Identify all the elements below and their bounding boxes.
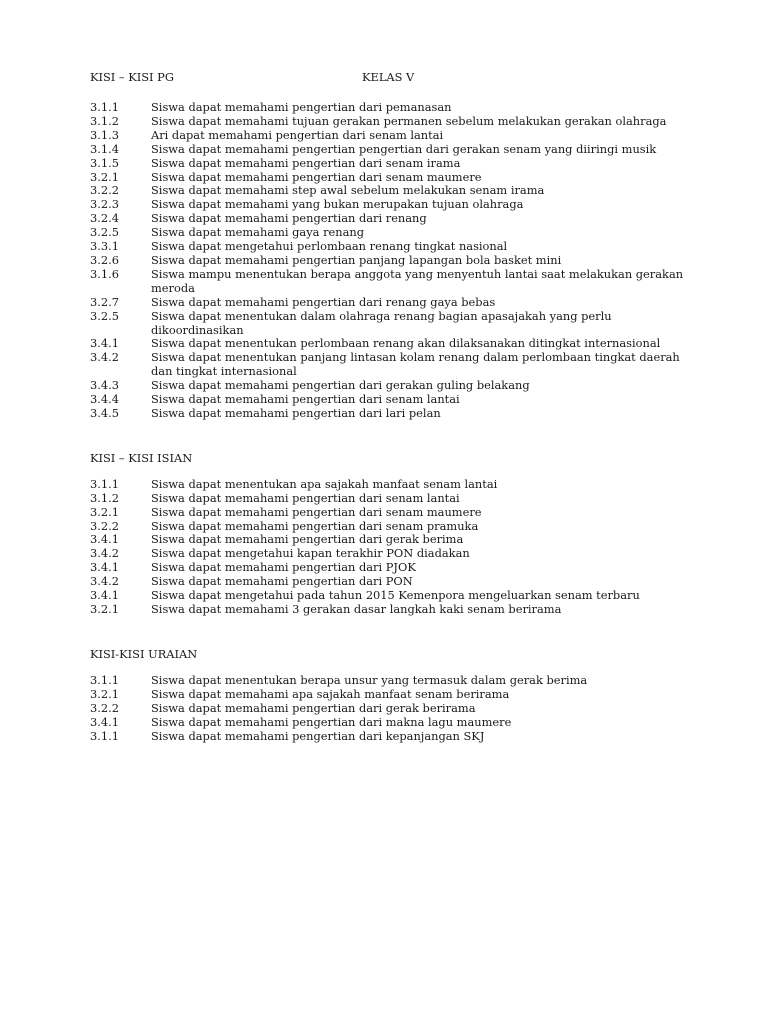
item-text: Siswa dapat memahami gaya renang [151, 225, 365, 240]
list-item [90, 674, 690, 688]
item-text: Siswa dapat mengetahui pada tahun 2015 Kemenpora mengeluarkan senam terbaru [151, 588, 640, 603]
list-item [90, 226, 690, 240]
item-code: 3.1.1 [90, 476, 119, 491]
list-item [90, 268, 690, 296]
item-code: 3.4.2 [90, 574, 119, 589]
item-text: Siswa mampu menentukan berapa anggota yang menyentuh lantai saat melakukan gerakan meroda [151, 266, 684, 295]
section-title-kisi-uraian: KISI-KISI URAIAN [90, 646, 198, 661]
list-item [90, 393, 690, 407]
item-code: 3.1.5 [90, 155, 119, 170]
item-code: 3.4.4 [90, 392, 119, 407]
list-item [90, 702, 690, 716]
item-code: 3.2.1 [90, 686, 119, 701]
kisi-pg-list [90, 101, 690, 421]
item-code: 3.1.2 [90, 490, 119, 505]
list-item [90, 240, 690, 254]
item-text: Siswa dapat memahami step awal sebelum melakukan senam irama [151, 183, 545, 198]
item-text: Siswa dapat mengetahui perlombaan renang tingkat nasional [151, 239, 508, 254]
item-text: Siswa dapat memahami pengertian dari gerakan guling belakang [151, 378, 530, 393]
list-item [90, 115, 690, 129]
item-text: Siswa dapat menentukan berapa unsur yang termasuk dalam gerak berima [151, 672, 588, 687]
list-item [90, 143, 690, 157]
item-text: Siswa dapat memahami pengertian pengertian dari gerakan senam yang diiringi musik [151, 141, 657, 156]
item-code: 3.4.1 [90, 714, 119, 729]
list-item [90, 212, 690, 226]
item-text: Siswa dapat menentukan panjang lintasan kolam renang dalam perlombaan tingkat daerah dan tingkat internasional [151, 350, 680, 379]
item-code: 3.1.1 [90, 100, 119, 114]
list-item [90, 254, 690, 268]
item-text: Siswa dapat memahami pengertian dari lari pelan [151, 405, 441, 420]
item-text: Siswa dapat memahami tujuan gerakan permanen sebelum melakukan gerakan olahraga [151, 113, 667, 128]
item-text: Ari dapat memahami pengertian dari senam lantai [151, 127, 444, 142]
header-class-label: KELAS V [362, 70, 415, 84]
item-text: Siswa dapat memahami pengertian dari senam lantai [151, 392, 460, 407]
item-text: Siswa dapat mengetahui kapan terakhir PON diadakan [151, 546, 470, 561]
list-item [90, 730, 690, 744]
list-item [90, 492, 690, 506]
item-code: 3.2.2 [90, 518, 119, 533]
list-item [90, 184, 690, 198]
item-text: Siswa dapat menentukan dalam olahraga renang bagian apasajakah yang perlu dikoordinasikan [151, 308, 612, 337]
item-code: 3.1.3 [90, 127, 119, 142]
item-code: 3.2.5 [90, 225, 119, 240]
item-code: 3.2.2 [90, 700, 119, 715]
list-item [90, 520, 690, 534]
list-item [90, 533, 690, 547]
list-item [90, 603, 690, 617]
kisi-uraian-list [90, 674, 690, 744]
section-spacer [90, 617, 690, 648]
list-item [90, 337, 690, 351]
item-code: 3.4.2 [90, 350, 119, 365]
item-code: 3.1.1 [90, 672, 119, 687]
item-text: Siswa dapat memahami yang bukan merupakan tujuan olahraga [151, 197, 524, 212]
item-text: Siswa dapat memahami 3 gerakan dasar langkah kaki senam berirama [151, 602, 562, 616]
list-item [90, 547, 690, 561]
list-item [90, 561, 690, 575]
item-text: Siswa dapat memahami pengertian dari senam lantai [151, 490, 460, 505]
list-item [90, 688, 690, 702]
item-text: Siswa dapat memahami pengertian dari senam pramuka [151, 518, 479, 533]
item-code: 3.4.3 [90, 378, 119, 393]
item-code: 3.1.1 [90, 728, 119, 743]
list-item [90, 198, 690, 212]
item-text: Siswa dapat menentukan apa sajakah manfaat senam lantai [151, 476, 498, 491]
item-code: 3.4.1 [90, 588, 119, 603]
list-item [90, 351, 690, 379]
item-code: 3.1.6 [90, 266, 119, 281]
document-page [90, 71, 690, 743]
section-title-kisi-isian: KISI – KISI ISIAN [90, 450, 193, 465]
item-code: 3.2.1 [90, 504, 119, 519]
item-code: 3.1.4 [90, 141, 119, 156]
item-text: Siswa dapat memahami pengertian dari PJOK [151, 560, 416, 575]
item-code: 3.4.2 [90, 546, 119, 561]
document-header [90, 71, 690, 87]
item-text: Siswa dapat memahami pengertian dari senam maumere [151, 169, 482, 184]
item-text: Siswa dapat memahami pengertian dari gerak berima [151, 532, 464, 547]
item-text: Siswa dapat memahami pengertian panjang lapangan bola basket mini [151, 252, 562, 267]
header-title-kisi-pg: KISI – KISI PG [90, 70, 174, 84]
item-code: 3.2.2 [90, 183, 119, 198]
list-item [90, 310, 690, 338]
item-code: 3.4.5 [90, 405, 119, 420]
item-code: 3.4.1 [90, 336, 119, 351]
item-text: Siswa dapat memahami pengertian dari makna lagu maumere [151, 714, 512, 729]
item-text: Siswa dapat memahami pengertian dari kepanjangan SKJ [151, 728, 485, 743]
item-text: Siswa dapat memahami pengertian dari senam irama [151, 155, 461, 170]
list-item [90, 575, 690, 589]
item-code: 3.4.1 [90, 560, 119, 575]
item-code: 3.2.6 [90, 252, 119, 267]
section-spacer [90, 421, 690, 452]
item-code: 3.3.1 [90, 239, 119, 254]
item-code: 3.2.5 [90, 308, 119, 323]
item-text: Siswa dapat memahami pengertian dari gerak berirama [151, 700, 476, 715]
list-item [90, 296, 690, 310]
item-text: Siswa dapat memahami apa sajakah manfaat senam berirama [151, 686, 510, 701]
list-item [90, 129, 690, 143]
item-text: Siswa dapat memahami pengertian dari PON [151, 574, 413, 589]
list-item [90, 589, 690, 603]
item-text: Siswa dapat memahami pengertian dari senam maumere [151, 504, 482, 519]
list-item [90, 506, 690, 520]
item-code: 3.2.1 [90, 169, 119, 184]
item-text: Siswa dapat memahami pengertian dari renang [151, 211, 427, 226]
item-code: 3.4.1 [90, 532, 119, 547]
list-item [90, 379, 690, 393]
list-item [90, 478, 690, 492]
item-code: 3.2.3 [90, 197, 119, 212]
item-text: Siswa dapat menentukan perlombaan renang akan dilaksanakan ditingkat internasional [151, 336, 661, 351]
kisi-isian-list [90, 478, 690, 617]
item-text: Siswa dapat memahami pengertian dari pemanasan [151, 100, 452, 114]
item-code: 3.2.7 [90, 294, 119, 309]
item-code: 3.2.4 [90, 211, 119, 226]
list-item [90, 407, 690, 421]
list-item [90, 716, 690, 730]
list-item [90, 157, 690, 171]
item-code: 3.1.2 [90, 113, 119, 128]
item-text: Siswa dapat memahami pengertian dari renang gaya bebas [151, 294, 496, 309]
list-item [90, 171, 690, 185]
item-code: 3.2.1 [90, 602, 119, 616]
list-item [90, 101, 690, 115]
